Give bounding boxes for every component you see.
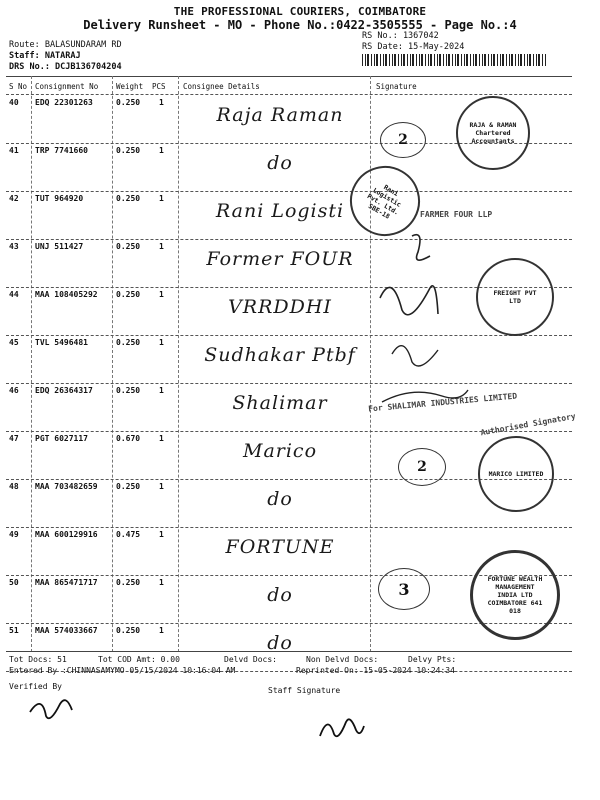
total-cod-amount: Tot COD Amt: 0.00 — [98, 655, 180, 664]
consignment-number: MAA 108405292 — [35, 290, 98, 299]
pieces-count: 1 — [159, 338, 164, 347]
marico-stamp: MARICO LIMITED — [478, 436, 554, 512]
consignment-number: TVL 5496481 — [35, 338, 88, 347]
table-bottom-border — [6, 651, 572, 652]
pieces-count: 1 — [159, 578, 164, 587]
consignment-number: MAA 574033667 — [35, 626, 98, 635]
consignee-name: Marico — [242, 440, 318, 462]
pieces-count: 1 — [159, 482, 164, 491]
total-docs: Tot Docs: 51 — [9, 655, 67, 664]
pieces-count: 1 — [159, 386, 164, 395]
weight-value: 0.250 — [116, 194, 141, 203]
serial-number: 44 — [9, 290, 19, 299]
weight-value: 0.250 — [116, 98, 141, 107]
consignee-name: do — [267, 152, 293, 174]
delivered-docs: Delvd Docs: — [224, 655, 277, 664]
consignment-number: MAA 865471717 — [35, 578, 98, 587]
pieces-count: 1 — [159, 98, 164, 107]
runsheet-title: Delivery Runsheet - MO - Phone No.:0422-3505555 - Page No.:4 — [83, 18, 517, 32]
serial-number: 40 — [9, 98, 19, 107]
signature-mark-50: 3 — [378, 568, 430, 610]
serial-number: 48 — [9, 482, 19, 491]
col-header-weight: Weight — [116, 82, 144, 91]
weight-value: 0.250 — [116, 290, 141, 299]
serial-number: 45 — [9, 338, 19, 347]
freight-stamp: FREIGHT PVT LTD — [476, 258, 554, 336]
consignee-name: VRRDDHI — [228, 296, 332, 318]
weight-value: 0.250 — [116, 578, 141, 587]
serial-number: 43 — [9, 242, 19, 251]
consignment-number: TUT 964920 — [35, 194, 84, 203]
consignment-number: EDQ 26364317 — [35, 386, 93, 395]
col-header-signature: Signature — [376, 82, 417, 91]
weight-value: 0.250 — [116, 626, 141, 635]
barcode — [362, 54, 546, 66]
consignment-number: PGT 6027117 — [35, 434, 88, 443]
header-divider — [6, 94, 572, 95]
serial-number: 47 — [9, 434, 19, 443]
signature-mark-48: 2 — [398, 448, 446, 486]
col-header-consignee: Consignee Details — [183, 82, 260, 91]
signature-stroke — [382, 390, 468, 402]
serial-number: 51 — [9, 626, 19, 635]
weight-value: 0.670 — [116, 434, 141, 443]
table-row — [6, 624, 572, 672]
consignee-name: Raja Raman — [216, 104, 344, 126]
authorised-signatory-text: Authorised Signatory — [479, 411, 577, 438]
signature-stroke — [412, 235, 430, 260]
weight-value: 0.250 — [116, 146, 141, 155]
consignment-number: UNJ 511427 — [35, 242, 84, 251]
non-delivered-docs: Non Delvd Docs: — [306, 655, 379, 664]
serial-number: 49 — [9, 530, 19, 539]
consignment-number: MAA 703482659 — [35, 482, 98, 491]
serial-number: 46 — [9, 386, 19, 395]
route-label: Route: BALASUNDARAM RD — [9, 40, 122, 50]
serial-number: 41 — [9, 146, 19, 155]
pieces-count: 1 — [159, 290, 164, 299]
rani-logistic-stamp: Rani Logistic Pvt. Ltd. SBE-18 — [337, 153, 433, 249]
consignment-number: EDQ 22301263 — [35, 98, 93, 107]
reprinted-on: Reprinted On: 15-05-2024 10:24:34 — [296, 666, 455, 675]
signature-scribbles — [372, 226, 472, 416]
staff-signature-label: Staff Signature — [268, 686, 341, 695]
entered-by: Entered By :CHINNASAMYMO 05/15/2024 10:16:04 AM — [9, 666, 236, 675]
consignee-name: do — [267, 584, 293, 606]
staff-label: Staff: NATARAJ — [9, 51, 81, 61]
col-header-sno: S No — [9, 82, 28, 91]
pieces-count: 1 — [159, 146, 164, 155]
pieces-count: 1 — [159, 242, 164, 251]
consignee-name: Former FOUR — [206, 248, 354, 270]
pieces-count: 1 — [159, 194, 164, 203]
consignee-name: FORTUNE — [225, 536, 335, 558]
weight-value: 0.475 — [116, 530, 141, 539]
consignee-name: Shalimar — [232, 392, 328, 414]
serial-number: 50 — [9, 578, 19, 587]
pieces-count: 1 — [159, 530, 164, 539]
pieces-count: 1 — [159, 626, 164, 635]
staff-signature-scribble — [316, 708, 366, 744]
consignee-name: do — [267, 632, 293, 654]
drs-number: DRS No.: DCJB136704204 — [9, 62, 122, 72]
consignment-number: MAA 600129916 — [35, 530, 98, 539]
company-name: THE PROFESSIONAL COURIERS, COIMBATORE — [173, 5, 427, 18]
weight-value: 0.250 — [116, 482, 141, 491]
consignee-name: do — [267, 488, 293, 510]
weight-value: 0.250 — [116, 386, 141, 395]
rs-number: RS No.: 1367042 — [362, 31, 439, 41]
serial-number: 42 — [9, 194, 19, 203]
rs-date: RS Date: 15-May-2024 — [362, 42, 465, 52]
pieces-count: 1 — [159, 434, 164, 443]
verified-by-signature — [24, 686, 84, 726]
signature-stroke — [380, 286, 438, 315]
farmer-four-stamp: FARMER FOUR LLP — [420, 210, 493, 219]
weight-value: 0.250 — [116, 242, 141, 251]
consignee-name: Rani Logisti — [215, 200, 345, 222]
signature-mark-40: 2 — [380, 122, 426, 158]
consignee-name: Sudhakar Ptbf — [204, 344, 356, 366]
col-header-pcs: PCS — [152, 82, 166, 91]
table-top-border — [6, 76, 572, 77]
col-header-consignment: Consignment No — [35, 82, 99, 91]
delivery-points: Delvy Pts: — [408, 655, 457, 664]
consignment-number: TRP 7741660 — [35, 146, 88, 155]
table-row — [6, 336, 572, 384]
signature-stroke — [392, 346, 438, 366]
verified-by-label: Verified By — [9, 682, 62, 691]
weight-value: 0.250 — [116, 338, 141, 347]
raja-raman-stamp: RAJA & RAMAN Chartered Accountants — [456, 96, 530, 170]
shalimar-stamp: For SHALIMAR INDUSTRIES LIMITED — [367, 391, 518, 414]
fortune-stamp: FORTUNE WEALTH MANAGEMENT INDIA LTD COIMBATORE 641 018 — [470, 550, 560, 640]
table-row — [6, 384, 572, 432]
